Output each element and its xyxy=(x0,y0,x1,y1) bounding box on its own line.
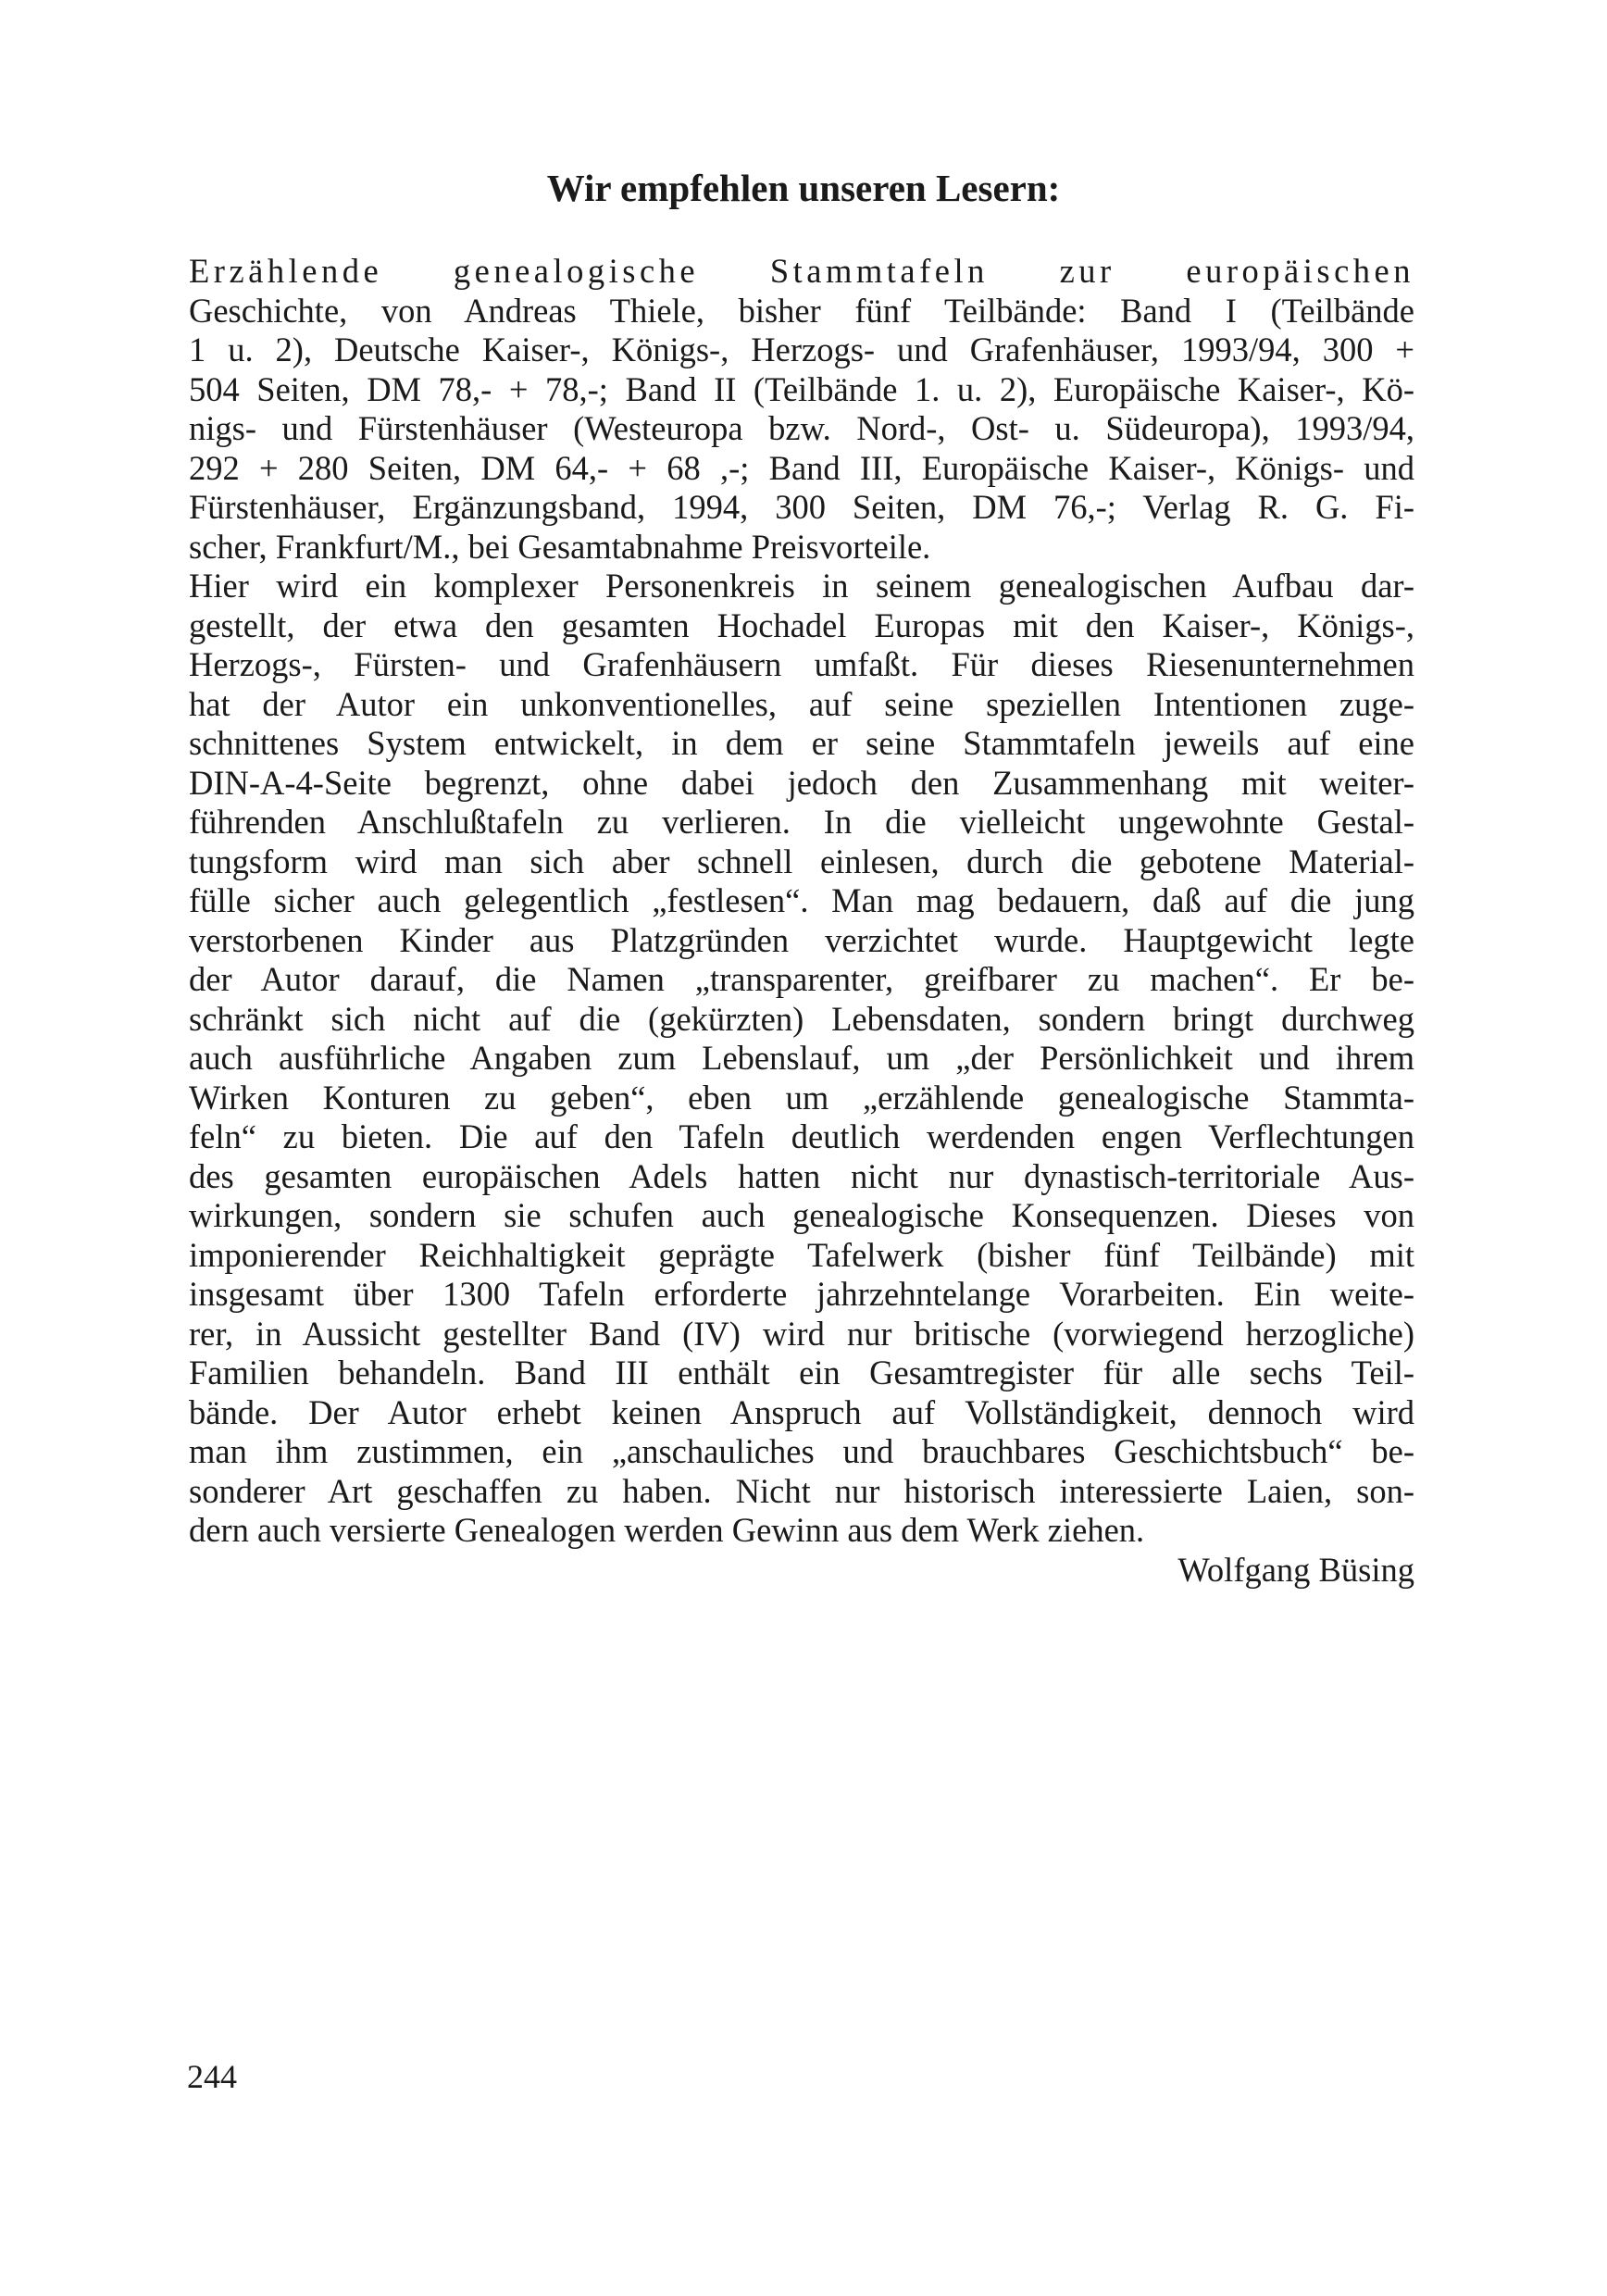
page-heading: Wir empfehlen unseren Lesern: xyxy=(546,167,1061,209)
text-line: dern auch versierte Genealogen werden Gewinn aus dem Werk ziehen. xyxy=(189,1511,1145,1549)
text-line: Wirken Konturen zu geben“, eben um „erzählende genealogische Stammta- xyxy=(189,1078,1414,1117)
text-line: schränkt sich nicht auf die (gekürzten) Lebensdaten, sondern bringt durchweg xyxy=(189,999,1414,1038)
text-line: schnittenes System entwickelt, in dem er seine Stammtafeln jeweils auf eine xyxy=(189,724,1414,762)
text-line: DIN-A-4-Seite begrenzt, ohne dabei jedoch den Zusammenhang mit weiter- xyxy=(189,763,1414,802)
text-line: Herzogs-, Fürsten- und Grafenhäusern umfaßt. Für dieses Riesenunternehmen xyxy=(189,645,1414,683)
text-line: insgesamt über 1300 Tafeln erforderte jahrzehntelange Vorarbeiten. Ein weite- xyxy=(189,1275,1414,1313)
text-line: fülle sicher auch gelegentlich „festlesen“. Man mag bedauern, daß auf die jung xyxy=(189,881,1414,919)
text-line: Erzählende genealogische Stammtafeln zur europäischen xyxy=(189,252,1414,290)
text-line: der Autor darauf, die Namen „transparenter, greifbarer zu machen“. Er be- xyxy=(189,960,1414,998)
text-line: gestellt, der etwa den gesamten Hochadel Europas mit den Kaiser-, Königs-, xyxy=(189,605,1414,644)
text-line: imponierender Reichhaltigkeit geprägte Tafelwerk (bisher fünf Teilbände) mit xyxy=(189,1235,1414,1274)
text-line: 1 u. 2), Deutsche Kaiser-, Königs-, Herzogs- und Grafenhäuser, 1993/94, 300 + xyxy=(189,331,1414,368)
text-line: nigs- und Fürstenhäuser (Westeuropa bzw. Nord-, Ost- u. Südeuropa), 1993/94, xyxy=(189,409,1414,447)
text-line: auch ausführliche Angaben zum Lebenslauf, um „der Persönlichkeit und ihrem xyxy=(189,1039,1414,1077)
text-line: Hier wird ein komplexer Personenkreis in seinem genealogischen Aufbau dar- xyxy=(189,567,1414,605)
text-line: bände. Der Autor erhebt keinen Anspruch auf Vollständigkeit, dennoch wird xyxy=(189,1392,1414,1431)
text-line: scher, Frankfurt/M., bei Gesamtabnahme Preisvorteile. xyxy=(189,527,931,566)
text-line: verstorbenen Kinder aus Platzgründen verzichtet wurde. Hauptgewicht legte xyxy=(189,920,1414,959)
text-line: tungsform wird man sich aber schnell einlesen, durch die gebotene Material- xyxy=(189,842,1414,880)
text-line: wirkungen, sondern sie schufen auch genealogische Konsequenzen. Dieses von xyxy=(189,1196,1414,1234)
text-line: feln“ zu bieten. Die auf den Tafeln deutlich werdenden engen Verflechtungen xyxy=(189,1117,1414,1155)
text-line: 292 + 280 Seiten, DM 64,- + 68 ,-; Band III, Europäische Kaiser-, Königs- und xyxy=(189,448,1414,487)
text-line: des gesamten europäischen Adels hatten nicht nur dynastisch-territoriale Aus- xyxy=(189,1156,1414,1195)
text-line: sonderer Art geschaffen zu haben. Nicht nur historisch interessierte Laien, son- xyxy=(189,1471,1414,1510)
text-line: rer, in Aussicht gestellter Band (IV) wird nur britische (vorwiegend herzogliche) xyxy=(189,1314,1414,1353)
author-signature: Wolfgang Büsing xyxy=(1177,1550,1414,1589)
text-line: Geschichte, von Andreas Thiele, bisher fünf Teilbände: Band I (Teilbände xyxy=(189,291,1414,330)
text-line: führenden Anschlußtafeln zu verlieren. In die vielleicht ungewohnte Gestal- xyxy=(189,803,1414,841)
text-line: man ihm zustimmen, ein „anschauliches und brauchbares Geschichtsbuch“ be- xyxy=(189,1432,1414,1470)
text-line: 504 Seiten, DM 78,- + 78,-; Band II (Teilbände 1. u. 2), Europäische Kaiser-, Kö- xyxy=(189,369,1414,408)
text-line: hat der Autor ein unkonventionelles, auf seine speziellen Intentionen zuge- xyxy=(189,684,1414,723)
text-line: Familien behandeln. Band III enthält ein Gesamtregister für alle sechs Teil- xyxy=(189,1354,1414,1391)
page-number: 244 xyxy=(187,2058,237,2095)
review-text-block xyxy=(189,252,1414,1590)
text-line: Fürstenhäuser, Ergänzungsband, 1994, 300 Seiten, DM 76,-; Verlag R. G. Fi- xyxy=(189,488,1414,526)
